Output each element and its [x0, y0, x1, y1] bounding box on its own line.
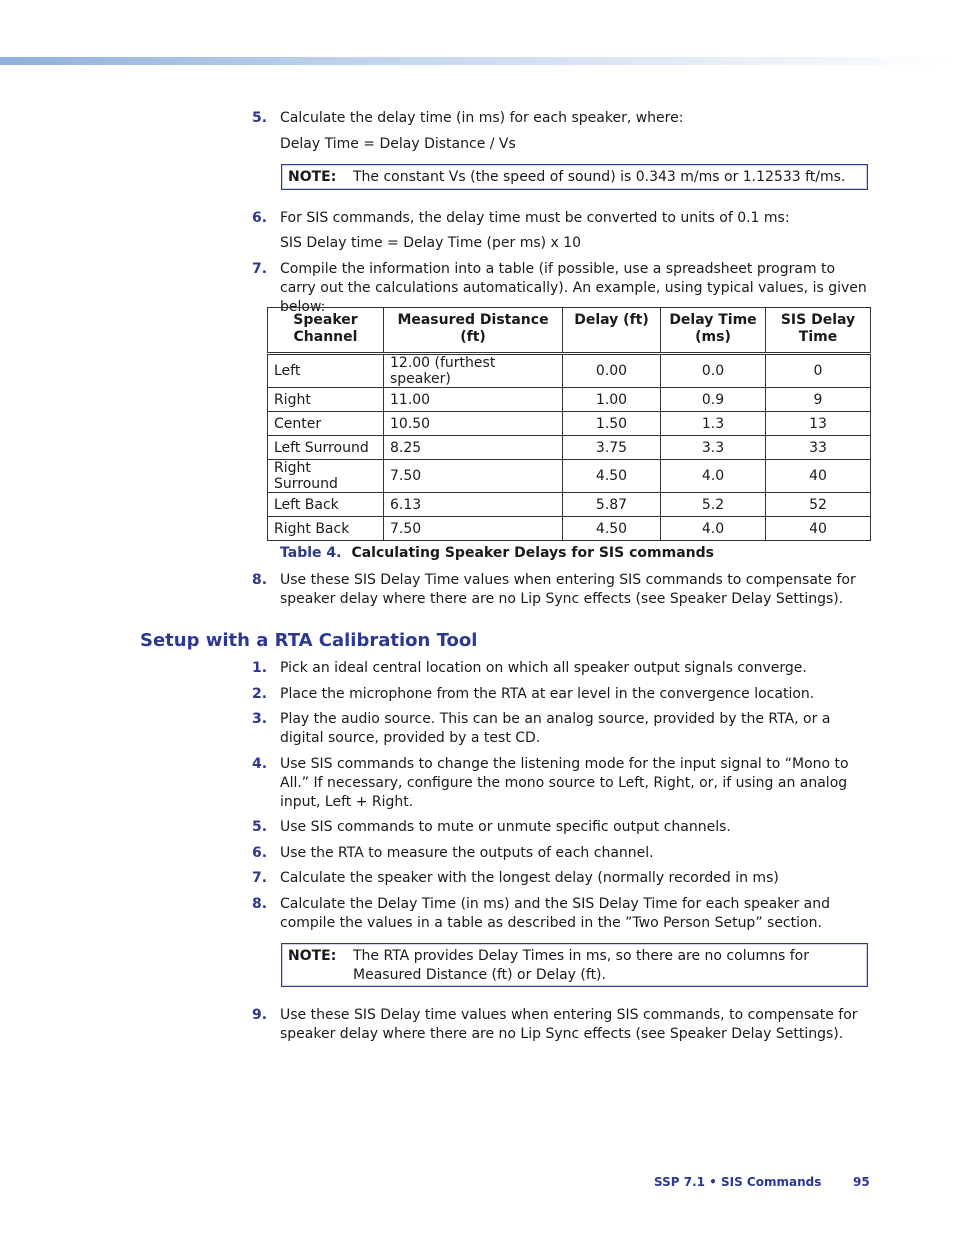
table-cell: Right: [268, 388, 384, 412]
step-number: 2.: [252, 686, 268, 702]
table-header-row: [268, 308, 871, 354]
step-text: Use SIS commands to mute or unmute specific output channels.: [280, 819, 731, 835]
step-number: 8.: [252, 896, 268, 912]
step-text: Calculate the Delay Time (in ms) and the SIS Delay Time for each speaker and compile the values in a table as described in the ”Two Person Setup” section.: [280, 896, 831, 931]
table-row: [268, 412, 871, 436]
table-cell: 0.00: [563, 354, 661, 388]
table-cell: Left Back: [268, 493, 384, 517]
note-label: NOTE:: [288, 169, 337, 185]
table-row: [268, 460, 871, 493]
table-cell: 4.0: [661, 460, 766, 493]
step-number: 5.: [252, 819, 268, 835]
list-item: [252, 685, 870, 704]
list-item: [252, 869, 870, 888]
table-cell: 4.50: [563, 517, 661, 541]
list-item: [252, 571, 870, 609]
step-number: 5.: [252, 110, 268, 126]
caption-label: Table 4.: [280, 545, 342, 561]
table-cell: 4.0: [661, 517, 766, 541]
list-item: [252, 109, 870, 128]
table-cell: 9: [766, 388, 871, 412]
table-cell: 0: [766, 354, 871, 388]
step-text: For SIS commands, the delay time must be converted to units of 0.1 ms:: [280, 210, 790, 226]
formula: SIS Delay time = Delay Time (per ms) x 10: [280, 235, 582, 251]
step-text: Place the microphone from the RTA at ear level in the convergence location.: [280, 686, 815, 702]
table-cell: 3.75: [563, 436, 661, 460]
caption-text: Calculating Speaker Delays for SIS commands: [351, 545, 714, 561]
table-cell: 1.3: [661, 412, 766, 436]
list-item: [252, 710, 870, 748]
step-number: 3.: [252, 711, 268, 727]
table-cell: 6.13: [384, 493, 563, 517]
column-header: Speaker Channel: [268, 308, 384, 354]
column-header: SIS Delay Time: [766, 308, 871, 354]
table-cell: 0.9: [661, 388, 766, 412]
table-cell: 40: [766, 460, 871, 493]
table-cell: 1.00: [563, 388, 661, 412]
step-text: Compile the information into a table (if possible, use a spreadsheet program to carry out the calculations automatically). An example, using typical values, is given below:: [280, 261, 867, 315]
step-number: 6.: [252, 845, 268, 861]
footer-title: SSP 7.1 • SIS Commands: [654, 1175, 822, 1189]
column-header: Delay Time (ms): [661, 308, 766, 354]
list-item: [252, 659, 870, 678]
table-cell: 52: [766, 493, 871, 517]
table-cell: Center: [268, 412, 384, 436]
table-caption: [280, 545, 714, 561]
step-text: Pick an ideal central location on which all speaker output signals converge.: [280, 660, 807, 676]
formula: Delay Time = Delay Distance / Vs: [280, 136, 516, 152]
step-text: Use these SIS Delay Time values when entering SIS commands to compensate for speaker delay where there are no Lip Sync effects (see Speaker Delay Settings).: [280, 572, 856, 607]
speaker-delay-table: [267, 307, 871, 541]
table-row: [268, 388, 871, 412]
table-cell: 0.0: [661, 354, 766, 388]
note-text: The constant Vs (the speed of sound) is 0.343 m/ms or 1.12533 ft/ms.: [353, 169, 846, 185]
step-number: 7.: [252, 870, 268, 886]
list-item: [252, 209, 870, 228]
step-text: Play the audio source. This can be an analog source, provided by the RTA, or a digital source, provided by a test CD.: [280, 711, 831, 746]
list-item: [252, 818, 870, 837]
table-row: [268, 436, 871, 460]
step-number: 9.: [252, 1007, 268, 1023]
page-number: 95: [853, 1175, 870, 1189]
table-cell: 11.00: [384, 388, 563, 412]
table-cell: 1.50: [563, 412, 661, 436]
step-number: 1.: [252, 660, 268, 676]
list-item: [252, 895, 870, 933]
list-item: [252, 844, 870, 863]
step-number: 8.: [252, 572, 268, 588]
list-item: [252, 755, 870, 812]
table-cell: 8.25: [384, 436, 563, 460]
table-cell: 13: [766, 412, 871, 436]
step-text: Calculate the speaker with the longest delay (normally recorded in ms): [280, 870, 779, 886]
table-cell: Right Surround: [268, 460, 384, 493]
step-text: Use the RTA to measure the outputs of each channel.: [280, 845, 654, 861]
column-header: Measured Distance (ft): [384, 308, 563, 354]
step-number: 4.: [252, 756, 268, 772]
step-text: Use SIS commands to change the listening mode for the input signal to “Mono to All.” If necessary, configure the mono source to Left, Right, or, if using an analog input, Left + Right.: [280, 756, 849, 810]
table-cell: 3.3: [661, 436, 766, 460]
note-box: [281, 164, 868, 190]
step-number: 6.: [252, 210, 268, 226]
table-cell: Right Back: [268, 517, 384, 541]
table-cell: 7.50: [384, 460, 563, 493]
table-row: [268, 354, 871, 388]
table-row: [268, 493, 871, 517]
table-cell: 5.87: [563, 493, 661, 517]
header-accent-bar: [0, 57, 954, 65]
table-cell: 33: [766, 436, 871, 460]
table-row: [268, 517, 871, 541]
note-text: The RTA provides Delay Times in ms, so there are no columns for Measured Distance (ft) or Delay (ft).: [353, 948, 809, 983]
table-cell: 12.00 (furthest speaker): [384, 354, 563, 388]
table-cell: 7.50: [384, 517, 563, 541]
column-header: Delay (ft): [563, 308, 661, 354]
step-number: 7.: [252, 261, 268, 277]
list-item: [252, 1006, 870, 1044]
table-cell: 40: [766, 517, 871, 541]
table-cell: Left: [268, 354, 384, 388]
step-text: Use these SIS Delay time values when entering SIS commands, to compensate for speaker delay where there are no Lip Sync effects (see Speaker Delay Settings).: [280, 1007, 858, 1042]
table-cell: 10.50: [384, 412, 563, 436]
table-cell: 5.2: [661, 493, 766, 517]
section-heading: Setup with a RTA Calibration Tool: [140, 630, 478, 651]
table-cell: Left Surround: [268, 436, 384, 460]
table-cell: 4.50: [563, 460, 661, 493]
note-box: [281, 943, 868, 987]
step-text: Calculate the delay time (in ms) for each speaker, where:: [280, 110, 684, 126]
note-label: NOTE:: [288, 948, 337, 964]
